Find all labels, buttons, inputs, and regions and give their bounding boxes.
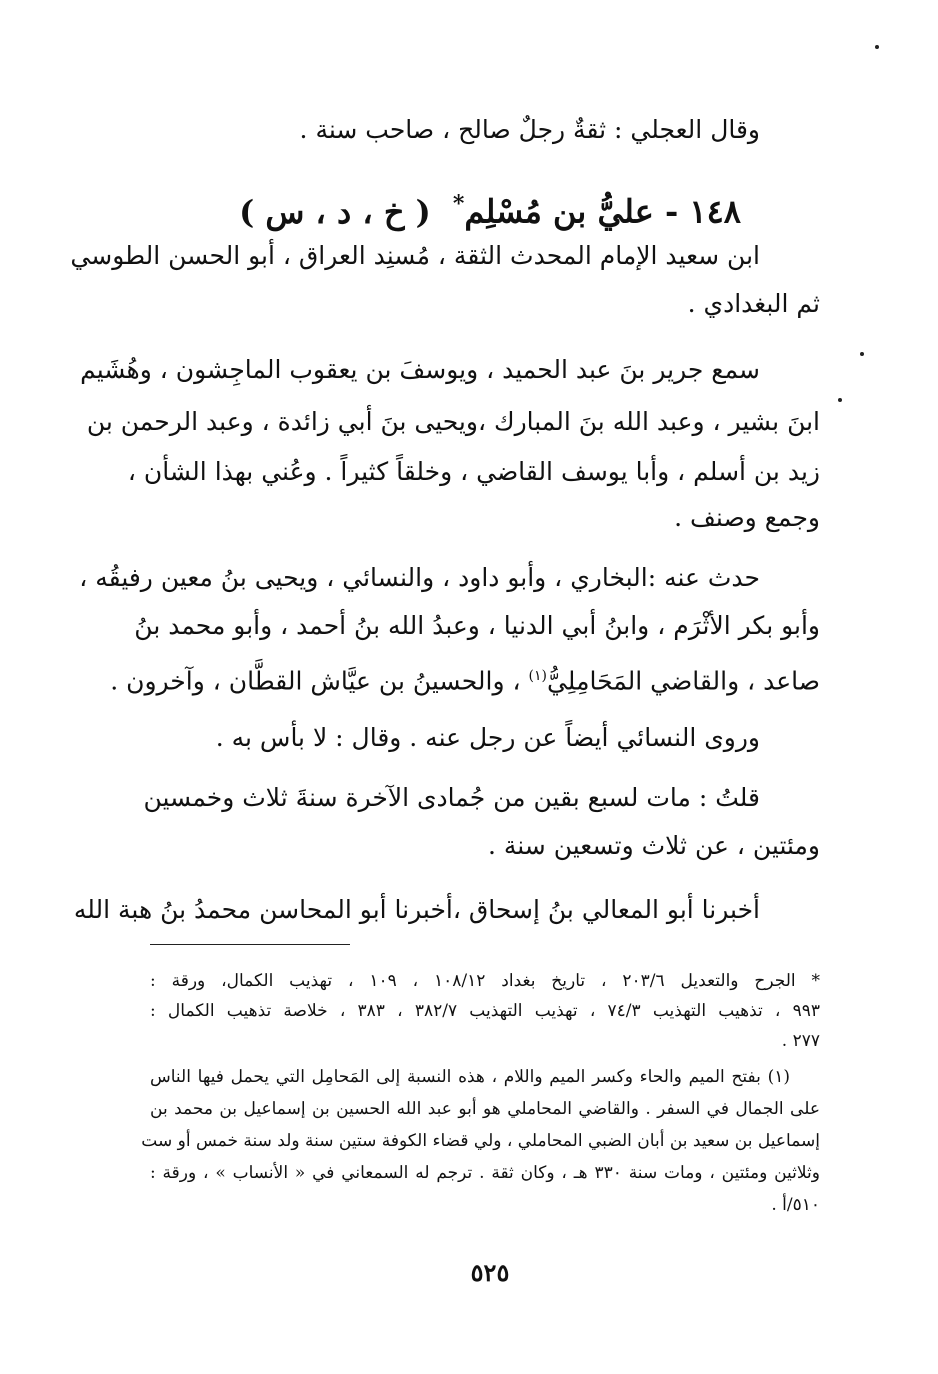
p3-line-3-before: صاعد ، والقاضي المَحَامِلِيُّ xyxy=(546,666,820,696)
p2-line-2: ابنَ بشير ، وعبد الله بنَ المبارك ،ويحيى بنَ أبي زائدة ، وعبد الرحمن بن xyxy=(86,407,820,436)
footnote-ref-1: (١) xyxy=(528,668,547,684)
p5-line-1: قلتُ : مات لسبع بقين من جُمادى الآخرة سنةَ ثلاث وخمسين xyxy=(143,783,760,812)
p5-line-2: ومئتين ، عن ثلاث وتسعين سنة . xyxy=(487,831,820,860)
footnote-star-line-3: ٢٧٧ . xyxy=(781,1031,820,1051)
p2-line-1: سمع جرير بنَ عبد الحميد ، ويوسفَ بن يعقوب الماجِشون ، وهُشَيم xyxy=(80,355,760,384)
footnote-1-line-1: (١) بفتح الميم والحاء وكسر الميم واللام ، هذه النسبة إلى المَحامِل التي يحمل فيها الناس xyxy=(150,1067,790,1087)
scan-speck xyxy=(838,398,842,402)
p1-line-2: ثم البغدادي . xyxy=(687,289,820,318)
scan-speck xyxy=(860,352,864,356)
footnote-separator xyxy=(150,944,350,945)
p1-line-1: ابن سعيد الإمام المحدث الثقة ، مُسنِد العراق ، أبو الحسن الطوسي xyxy=(70,241,760,270)
p4-line: وروى النسائي أيضاً عن رجل عنه . وقال : لا بأس به . xyxy=(215,723,760,752)
p2-line-3: زيد بن أسلم ، وأبا يوسف القاضي ، وخلقاً كثيراً . وعُني بهذا الشأن ، xyxy=(127,457,820,486)
p3-line-2: وأبو بكر الأثْرَم ، وابنُ أبي الدنيا ، وعبدُ الله بنُ أحمد ، وأبو محمد بنُ xyxy=(134,611,820,640)
footnote-1-line-4: وثلاثين ومئتين ، ومات سنة ٣٣٠ هـ ، وكان ثقة . ترجم له السمعاني في « الأنساب » ، ورقة : xyxy=(150,1163,820,1183)
footnote-1-line-5: ٥١٠/أ . xyxy=(771,1195,820,1215)
entry-codes: ( خ ، د ، س ) xyxy=(239,192,431,231)
p3-line-1: حدث عنه :البخاري ، وأبو داود ، والنسائي ، ويحيى بنُ معين رفيقُه ، xyxy=(79,563,760,592)
page-number: ٥٢٥ xyxy=(470,1258,510,1287)
p3-line-3-after: ، والحسينُ بن عيَّاش القطَّان ، وآخرون . xyxy=(110,666,529,696)
entry-title: ١٤٨ - عليُّ بن مُسْلِم xyxy=(464,192,741,231)
footnote-1-line-2: على الجمال في السفر . والقاضي المحاملي هو أبو عبد الله الحسين بن إسماعيل بن محمد بن xyxy=(150,1099,820,1119)
intro-line: وقال العجلي : ثقةٌ رجلٌ صالح ، صاحب سنة . xyxy=(299,115,760,144)
p6-line: أخبرنا أبو المعالي بنُ إسحاق ،أخبرنا أبو المحاسن محمدُ بنُ هبة الله xyxy=(73,895,760,924)
scan-speck xyxy=(875,45,879,49)
entry-heading xyxy=(150,180,830,236)
footnote-1-line-3: إسماعيل بن سعيد بن أبان الضبي المحاملي ، ولي قضاء الكوفة ستين سنة ولد سنة خمس أو ست xyxy=(141,1131,820,1151)
footnote-star-line-1: * الجرح والتعديل ٢٠٣/٦ ، تاريخ بغداد ١٠٨/١٢ ، ١٠٩ ، تهذيب الكمال، ورقة : xyxy=(150,971,821,991)
p3-line-3 xyxy=(110,656,820,701)
footnote-star-line-2: ٩٩٣ ، تذهيب التهذيب ٧٤/٣ ، تهذيب التهذيب ٣٨٢/٧ ، ٣٨٣ ، خلاصة تذهيب الكمال : xyxy=(150,1001,821,1021)
entry-star: * xyxy=(452,191,465,217)
page-body xyxy=(70,100,830,1300)
p2-line-4: وجمع وصنف . xyxy=(674,503,820,532)
